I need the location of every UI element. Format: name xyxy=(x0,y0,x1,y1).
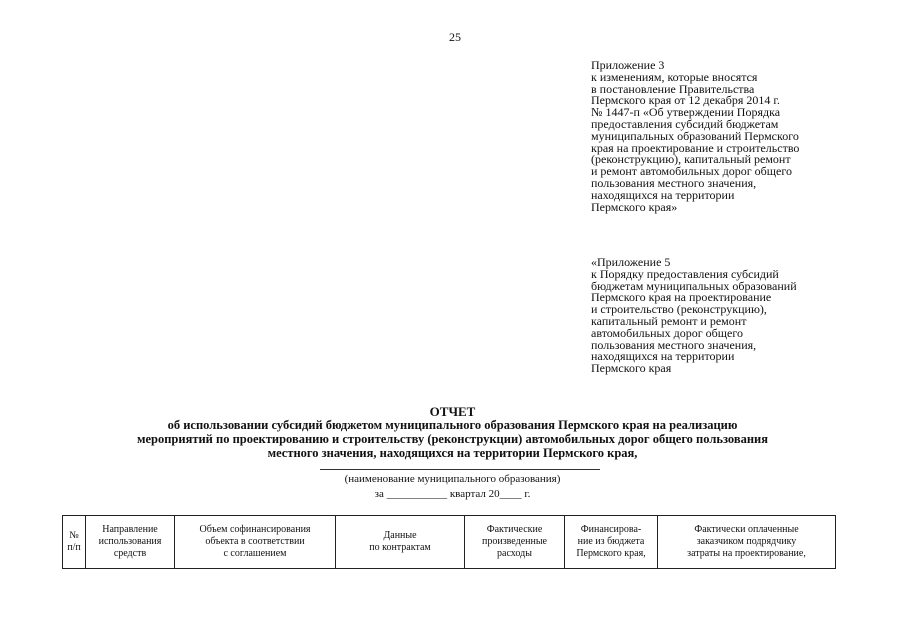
appendix-line: предоставления субсидий бюджетам xyxy=(591,116,779,131)
report-subtitle-line: мероприятий по проектированию и строительству (реконструкции) автомобильных дорог общего пользования xyxy=(136,432,769,446)
appendix-line: капитальный ремонт и ремонт xyxy=(591,313,747,328)
table-header-cell: Фактические произведенные расходы xyxy=(465,516,565,569)
appendix-line: к изменениям, которые вносятся xyxy=(591,69,758,84)
appendix-line: пользования местного значения, xyxy=(591,175,757,190)
report-title: ОТЧЕТ xyxy=(429,404,476,419)
table-header-cell: Объем софинансирования объекта в соответствии с соглашением xyxy=(175,516,336,569)
appendix-line: № 1447-п «Об утверждении Порядка xyxy=(591,105,781,120)
report-subtitle xyxy=(0,418,905,460)
appendix-line: находящихся на территории xyxy=(591,187,735,202)
table-header-cell: Фактически оплаченные заказчиком подрядчику затраты на проектирование, xyxy=(658,516,836,569)
appendix-line: «Приложение 5 xyxy=(591,255,671,269)
appendix-line: в постановление Правительства xyxy=(591,81,755,96)
report-table xyxy=(62,515,836,569)
appendix-line: Пермского края на проектирование xyxy=(591,290,772,305)
appendix-line: автомобильных дорог общего xyxy=(591,325,743,340)
appendix-line: и строительство (реконструкцию), xyxy=(591,302,767,317)
appendix-line: пользования местного значения, xyxy=(591,337,757,352)
appendix-3-block xyxy=(591,60,891,213)
table-header-cell: Данные по контрактам xyxy=(336,516,465,569)
page-number: 25 xyxy=(449,30,461,44)
appendix-line: края на проектирование и строительство xyxy=(591,140,800,155)
appendix-line: Пермского края xyxy=(591,361,672,376)
appendix-line: Пермского края от 12 декабря 2014 г. xyxy=(591,93,780,108)
appendix-line: (реконструкцию), капитальный ремонт xyxy=(591,152,791,167)
table-header-row xyxy=(63,516,836,569)
table-header-cell: Направление использования средств xyxy=(86,516,175,569)
appendix-line: бюджетам муниципальных образований xyxy=(591,278,797,293)
appendix-line: Пермского края» xyxy=(591,199,678,214)
report-subtitle-line: об использовании субсидий бюджетом муниципального образования Пермского края на реализацию xyxy=(167,418,738,432)
table-header-cell: № п/п xyxy=(63,516,86,569)
report-subtitle-line: местного значения, находящихся на территории Пермского края, xyxy=(267,446,638,460)
appendix-line: муниципальных образований Пермского xyxy=(591,128,799,143)
appendix-line: к Порядку предоставления субсидий xyxy=(591,266,779,281)
appendix-line: Приложение 3 xyxy=(591,58,665,72)
table-header-cell: Финансирова- ние из бюджета Пермского края, xyxy=(565,516,658,569)
appendix-5-block xyxy=(591,257,891,375)
appendix-line: находящихся на территории xyxy=(591,349,735,364)
municipality-label: (наименование муниципального образования) xyxy=(344,473,561,485)
appendix-line: и ремонт автомобильных дорог общего xyxy=(591,164,792,179)
quarter-line: за ___________ квартал 20____ г. xyxy=(374,488,531,500)
municipality-name-blank xyxy=(320,469,600,470)
